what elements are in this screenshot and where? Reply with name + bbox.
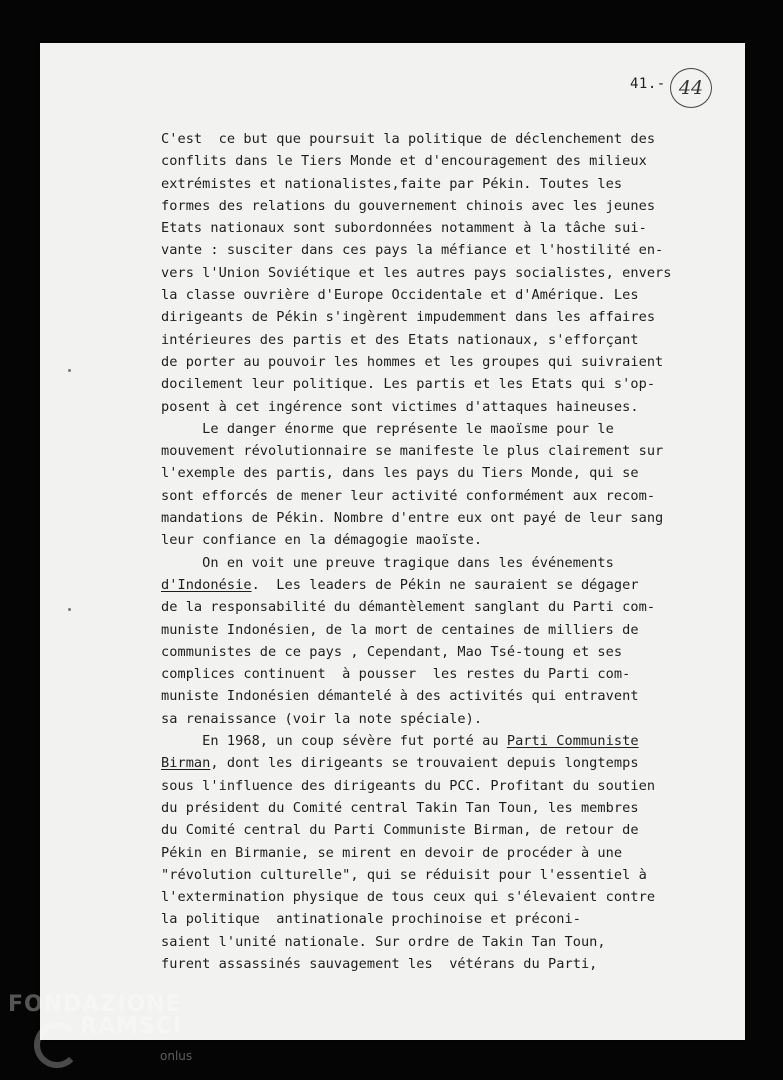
text-line: Birman, dont les dirigeants se trouvaient depuis longtemps [161,755,639,772]
text-line: conflits dans le Tiers Monde et d'encouragement des milieux [161,153,647,170]
text-line: mandations de Pékin. Nombre d'entre eux ont payé de leur sang [161,510,664,527]
margin-mark [68,369,71,372]
text-line: docilement leur politique. Les partis et les Etats qui s'op- [161,376,656,393]
text-line: vante : susciter dans ces pays la méfiance et l'hostilité en- [161,242,664,259]
text-line: leur confiance en la démagogie maoïste. [161,532,483,549]
text-line: complices continuent à pousser les restes du Parti com- [161,666,631,683]
text-line: communistes de ce pays , Cependant, Mao Tsé-toung et ses [161,643,623,660]
text-line: l'exemple des partis, dans les pays du Tiers Monde, qui se [161,465,639,482]
text-line: saient l'unité nationale. Sur ordre de Takin Tan Toun, [161,933,606,950]
text-line: Pékin en Birmanie, se mirent en devoir de procéder à une [161,844,623,861]
text-line: du Comité central du Parti Communiste Birman, de retour de [161,822,639,839]
text-line: sous l'influence des dirigeants du PCC. Profitant du soutien [161,777,656,794]
text-line: du président du Comité central Takin Tan Toun, les membres [161,799,639,816]
text-line: de porter au pouvoir les hommes et les groupes qui suivraient [161,353,664,370]
text-line: muniste Indonésien démantelé à des activités qui entravent [161,688,639,705]
text-line: mouvement révolutionnaire se manifeste le plus clairement sur [161,443,664,460]
typed-text-body [161,128,721,975]
underlined-text: Parti Communiste [506,733,639,750]
text-line: intérieures des partis et des Etats nationaux, s'efforçant [161,331,639,348]
text-line: posent à cet ingérence sont victimes d'attaques haineuses. [161,398,639,415]
text-line: la classe ouvrière d'Europe Occidentale et d'Amérique. Les [161,287,639,304]
text-line: En 1968, un coup sévère fut porté au Parti Communiste [161,733,639,750]
underlined-text: Birman [161,755,211,772]
watermark-line1: FONDAZIONE [8,992,182,1017]
watermark-onlus: onlus [160,1049,193,1063]
margin-mark [68,608,71,611]
text-line: C'est ce but que poursuit la politique de déclenchement des [161,131,656,147]
text-line: formes des relations du gouvernement chinois avec les jeunes [161,197,656,214]
watermark-g-icon [34,1022,80,1068]
text-line: On en voit une preuve tragique dans les événements [161,554,614,571]
text-line: sont efforcés de mener leur activité conformément aux recom- [161,487,656,504]
text-line: Le danger énorme que représente le maoïsme pour le [161,420,614,437]
text-line: Etats nationaux sont subordonnées notamment à la tâche sui- [161,220,647,237]
circled-page-number: 44 [670,68,712,108]
text-line: dirigeants de Pékin s'ingèrent impudemment dans les affaires [161,309,656,326]
underlined-text: d'Indonésie [161,576,252,593]
text-line: muniste Indonésien, de la mort de centaines de milliers de [161,621,639,638]
watermark-line2: RAMSCI [80,1014,183,1039]
text-line: furent assassinés sauvagement les vétérans du Parti, [161,955,598,972]
text-line: l'extermination physique de tous ceux qui s'élevaient contre [161,889,656,906]
text-line: vers l'Union Soviétique et les autres pays socialistes, envers [161,264,672,281]
text-line: sa renaissance (voir la note spéciale). [161,710,483,727]
text-line: la politique antinationale prochinoise et préconi- [161,911,581,928]
page-number: 41.- [630,76,666,92]
text-line: d'Indonésie. Les leaders de Pékin ne sauraient se dégager [161,576,639,593]
watermark-logo [8,994,182,1038]
text-line: extrémistes et nationalistes,faite par Pékin. Toutes les [161,175,623,192]
text-line: "révolution culturelle", qui se réduisit pour l'essentiel à [161,866,647,883]
text-line: de la responsabilité du démantèlement sanglant du Parti com- [161,599,656,616]
